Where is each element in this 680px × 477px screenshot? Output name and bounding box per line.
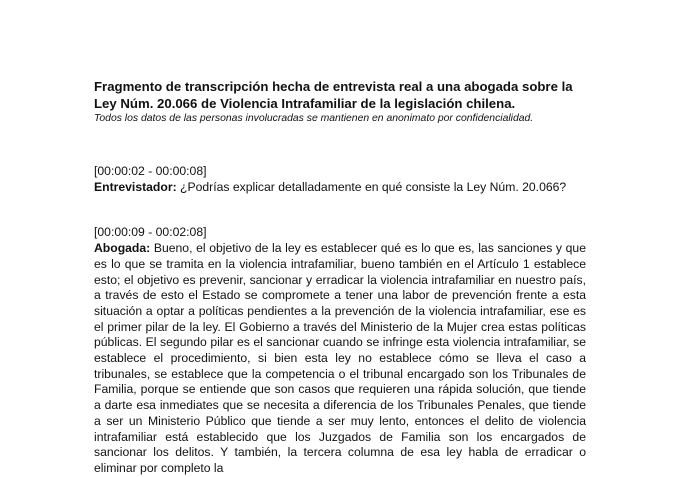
- entry-paragraph: [94, 241, 586, 477]
- timestamp: [00:00:09 - 00:02:08]: [94, 225, 207, 240]
- entry-paragraph: [94, 180, 586, 196]
- entry-text: ¿Podrías explicar detalladamente en qué consiste la Ley Núm. 20.066?: [180, 179, 567, 194]
- speaker-label: Abogada:: [94, 241, 151, 256]
- transcript-entry-interviewer: [94, 164, 586, 195]
- document-title: Fragmento de transcripción hecha de entrevista real a una abogada sobre la Ley Núm. 20.066 de Violencia Intrafamiliar de la legislación chilena.: [94, 79, 573, 111]
- document-subtitle: Todos los datos de las personas involucradas se mantienen en anonimato por confidencialidad.: [94, 113, 534, 124]
- document-page: [94, 78, 586, 477]
- transcript-entry-lawyer: [94, 225, 586, 476]
- entry-text: Bueno, el objetivo de la ley es establecer qué es lo que es, las sanciones y que es lo que se tramita en la violencia intrafamiliar, bueno también en el Artículo 1 establece esto; el objetivo es prevenir, sancionar y erradicar la violencia intrafamiliar en nuestro país, a través de esto el Estado se compromete a tener una labor de prevención frente a esta situación a optar a políticas pendientes a la prevención de la violencia intrafamiliar, ese es el primer pilar de la ley. El Gobierno a través del Ministerio de la Mujer crea estas políticas públicas. El segundo pilar es el sancionar cuando se infringe esta violencia intrafamiliar, se establece el procedimiento, si bien esta ley no establece cómo se lleva el caso a tribunales, se establece que la competencia o el tribunal encargado son los Tribunales de Familia, porque se entiende que son casos que requieren una rápida solución, que tiende a darte esa inmediates que se necesita a diferencia de los Tribunales Penales, que tiende a ser un Ministerio Público que tiende a ser muy lento, entonces el delito de violencia intrafamiliar está establecido que los Juzgados de Familia son los encargados de sancionar los delitos. Y también, la tercera columna de esa ley habla de erradicar o eliminar por completo la: [94, 241, 586, 475]
- speaker-label: Entrevistador:: [94, 179, 177, 194]
- timestamp: [00:00:02 - 00:00:08]: [94, 164, 207, 178]
